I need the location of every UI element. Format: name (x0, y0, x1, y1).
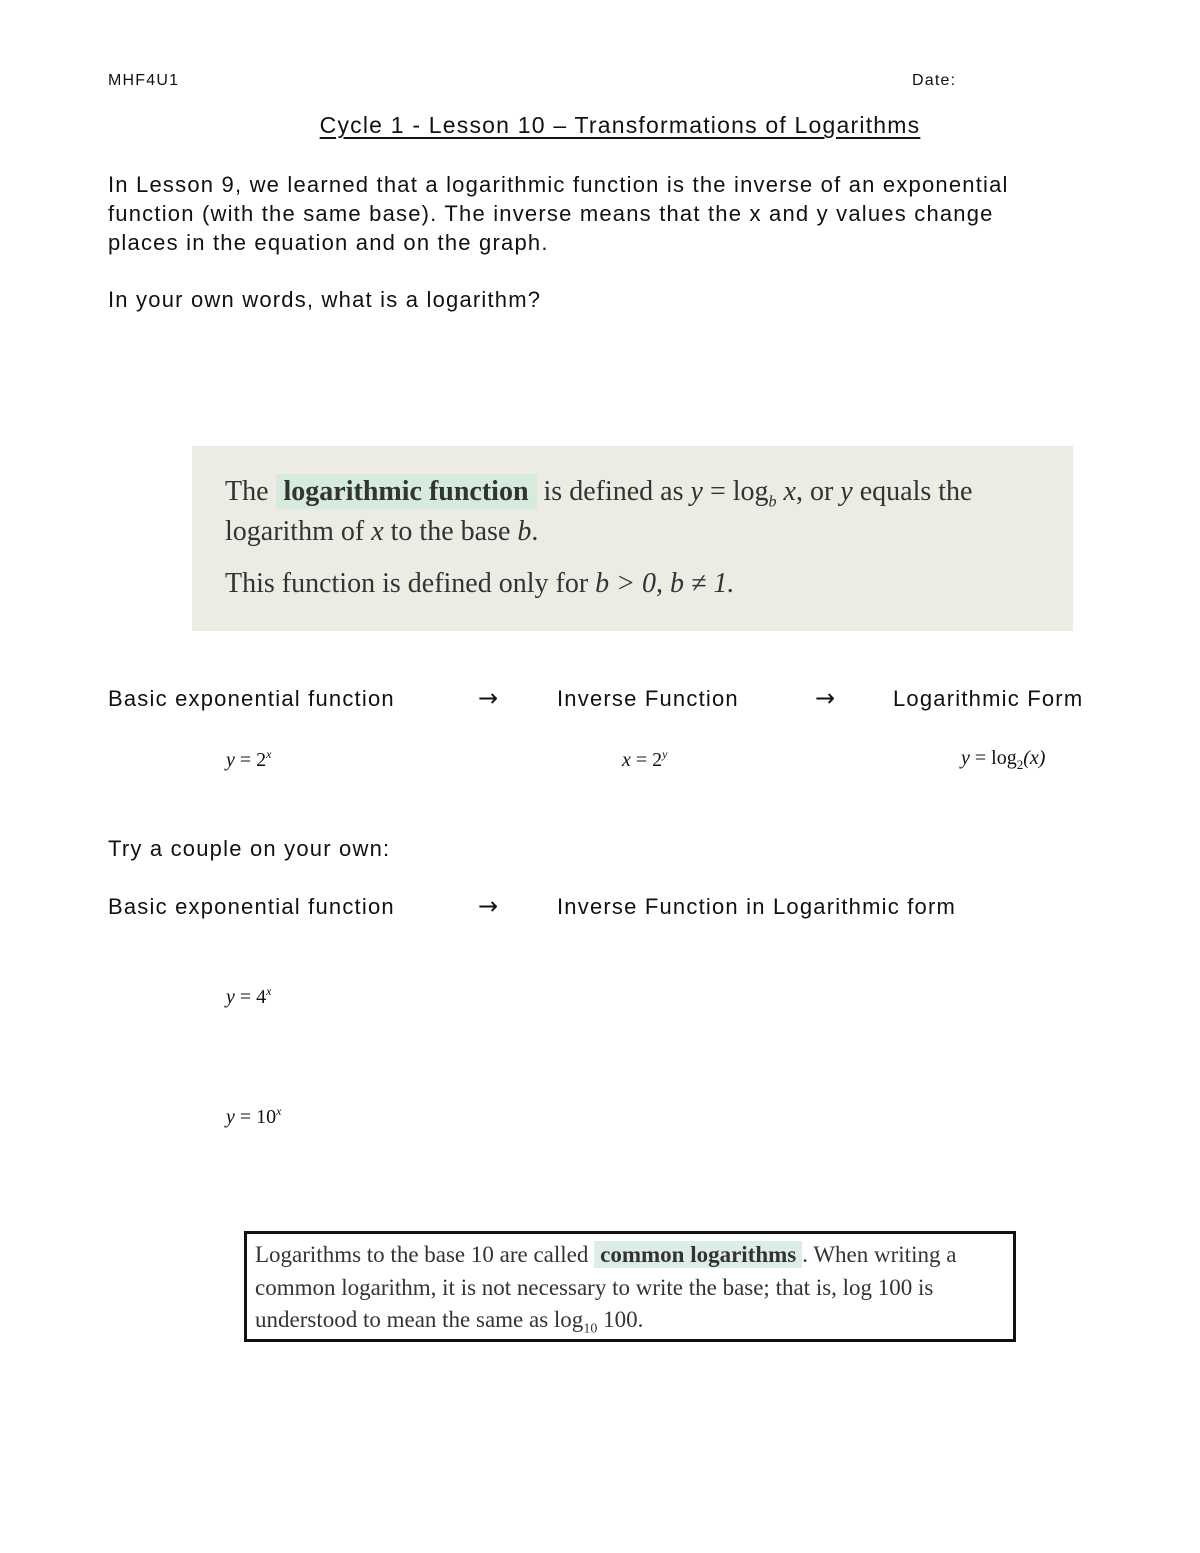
example-inverse-equation: $x = 2^y$ (622, 747, 668, 771)
practice-heading-inverse: Inverse Function in Logarithmic form (557, 894, 957, 919)
date-label: Date: (912, 72, 957, 89)
heading-logarithmic-form: Logarithmic Form (893, 686, 1084, 711)
practice-equation-1: $y = 4^x$ (226, 984, 272, 1008)
example-logarithmic-equation: $y = \log_2(x)$ (961, 747, 1046, 772)
common-line-3: understood to mean the same as $\log_{10} 100$. (255, 1307, 644, 1337)
arrow-right-icon: → (478, 892, 499, 920)
domain-condition: b > 0, b ≠ 1. (595, 568, 735, 599)
course-code: MHF4U1 (108, 72, 180, 89)
highlight-logarithmic-function: logarithmic function (276, 474, 537, 509)
intro-line-3: places in the equation and on the graph. (108, 230, 549, 255)
definition-box (192, 446, 1073, 631)
common-line-1: Logarithms to the base 10 are called common logarithms . When writing a (255, 1242, 957, 1267)
question-text: In your own words, what is a logarithm? (108, 287, 542, 312)
definition-line-3: This function is defined only for b > 0, b ≠ 1. (225, 568, 735, 599)
practice-intro: Try a couple on your own: (108, 836, 391, 861)
page-title: Cycle 1 - Lesson 10 – Transformations of Logarithms (319, 112, 921, 138)
intro-line-2: function (with the same base). The inverse means that the x and y values change (108, 201, 994, 226)
practice-heading-basic: Basic exponential function (108, 894, 395, 919)
example-exponential-equation: $y = 2^x$ (226, 747, 272, 771)
common-line-2: common logarithm, it is not necessary to write the base; that is, log 100 is (255, 1275, 934, 1300)
highlight-common-logarithms: common logarithms (594, 1241, 802, 1268)
definition-line-1: The logarithmic function is defined as $y = \log_b x$, or y equals the (225, 476, 973, 511)
intro-paragraph (108, 170, 1118, 257)
practice-equation-2: $y = 10^x$ (226, 1104, 282, 1128)
definition-line-2: logarithm of x to the base b. (225, 516, 539, 547)
heading-inverse-function: Inverse Function (557, 686, 739, 711)
intro-line-1: In Lesson 9, we learned that a logarithmic function is the inverse of an exponential (108, 172, 1009, 197)
arrow-right-icon: → (815, 684, 836, 712)
heading-basic-exponential: Basic exponential function (108, 686, 395, 711)
arrow-right-icon: → (478, 684, 499, 712)
common-logarithms-box (244, 1231, 1016, 1342)
